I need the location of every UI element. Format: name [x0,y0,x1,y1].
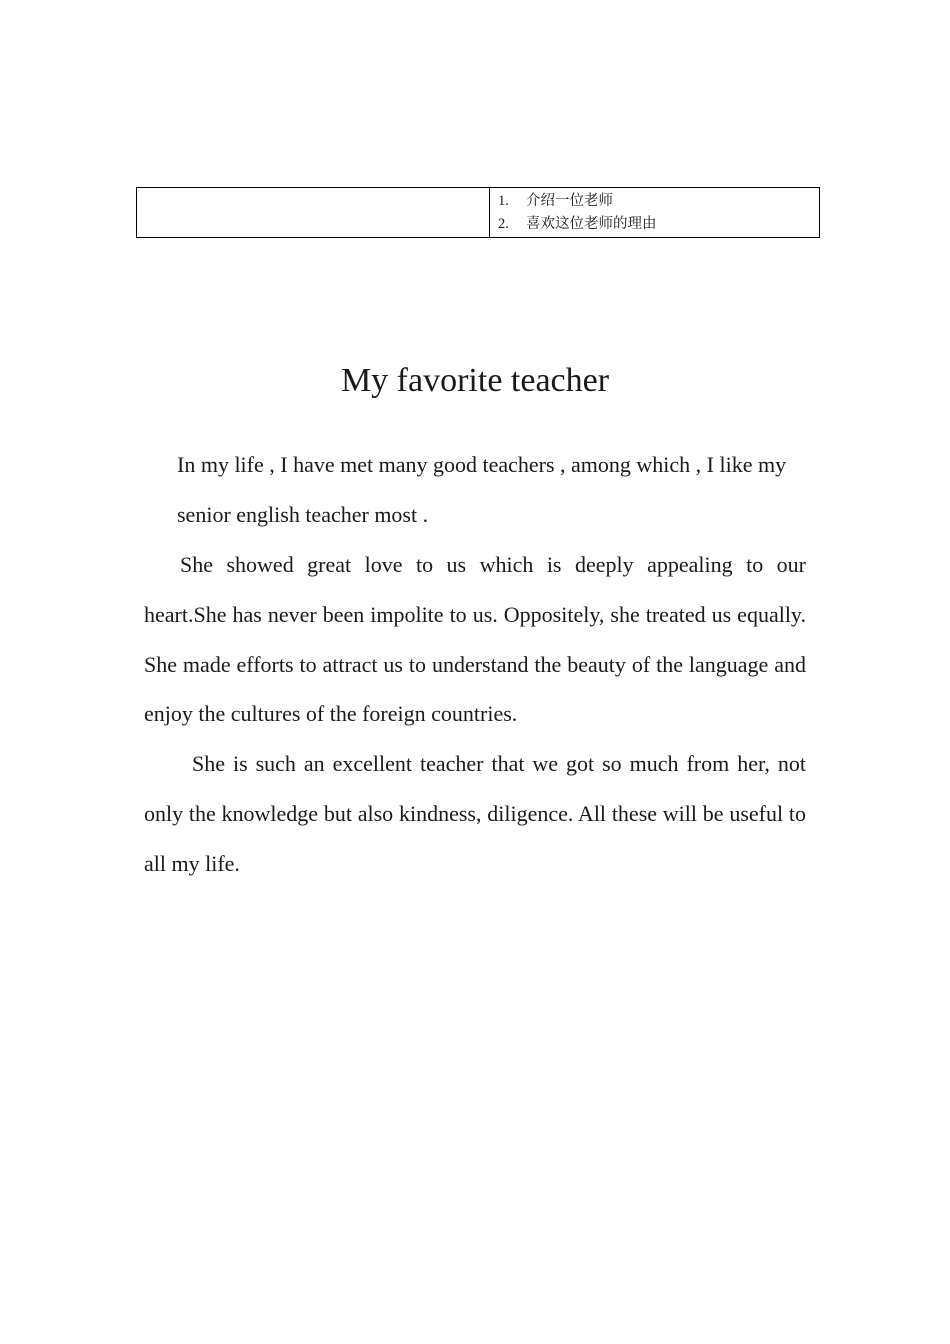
essay-title: My favorite teacher [340,362,610,399]
requirement-item [498,213,819,236]
requirement-item [498,190,819,213]
requirement-number: 2. [498,216,509,232]
requirement-text: 介绍一位老师 [526,193,613,209]
requirement-number: 1. [498,193,509,209]
requirements-left-cell [137,188,490,237]
requirements-right-cell [490,188,819,237]
essay-paragraph-1: In my life , I have met many good teachers , among which , I like my senior english teacher most . [177,452,787,527]
requirements-table [136,187,820,238]
essay-paragraph-3: She is such an excellent teacher that we got so much from her, not only the knowledge but also kindness, diligence. All these will be useful to all my life. [144,751,806,876]
requirement-text: 喜欢这位老师的理由 [526,216,657,232]
essay-paragraph-2: She showed great love to us which is deeply appealing to our heart.She has never been impolite to us. Oppositely, she treated us equally. She made efforts to attract us to understand the beauty of the language and enjoy the cultures of the foreign countries. [144,552,806,727]
